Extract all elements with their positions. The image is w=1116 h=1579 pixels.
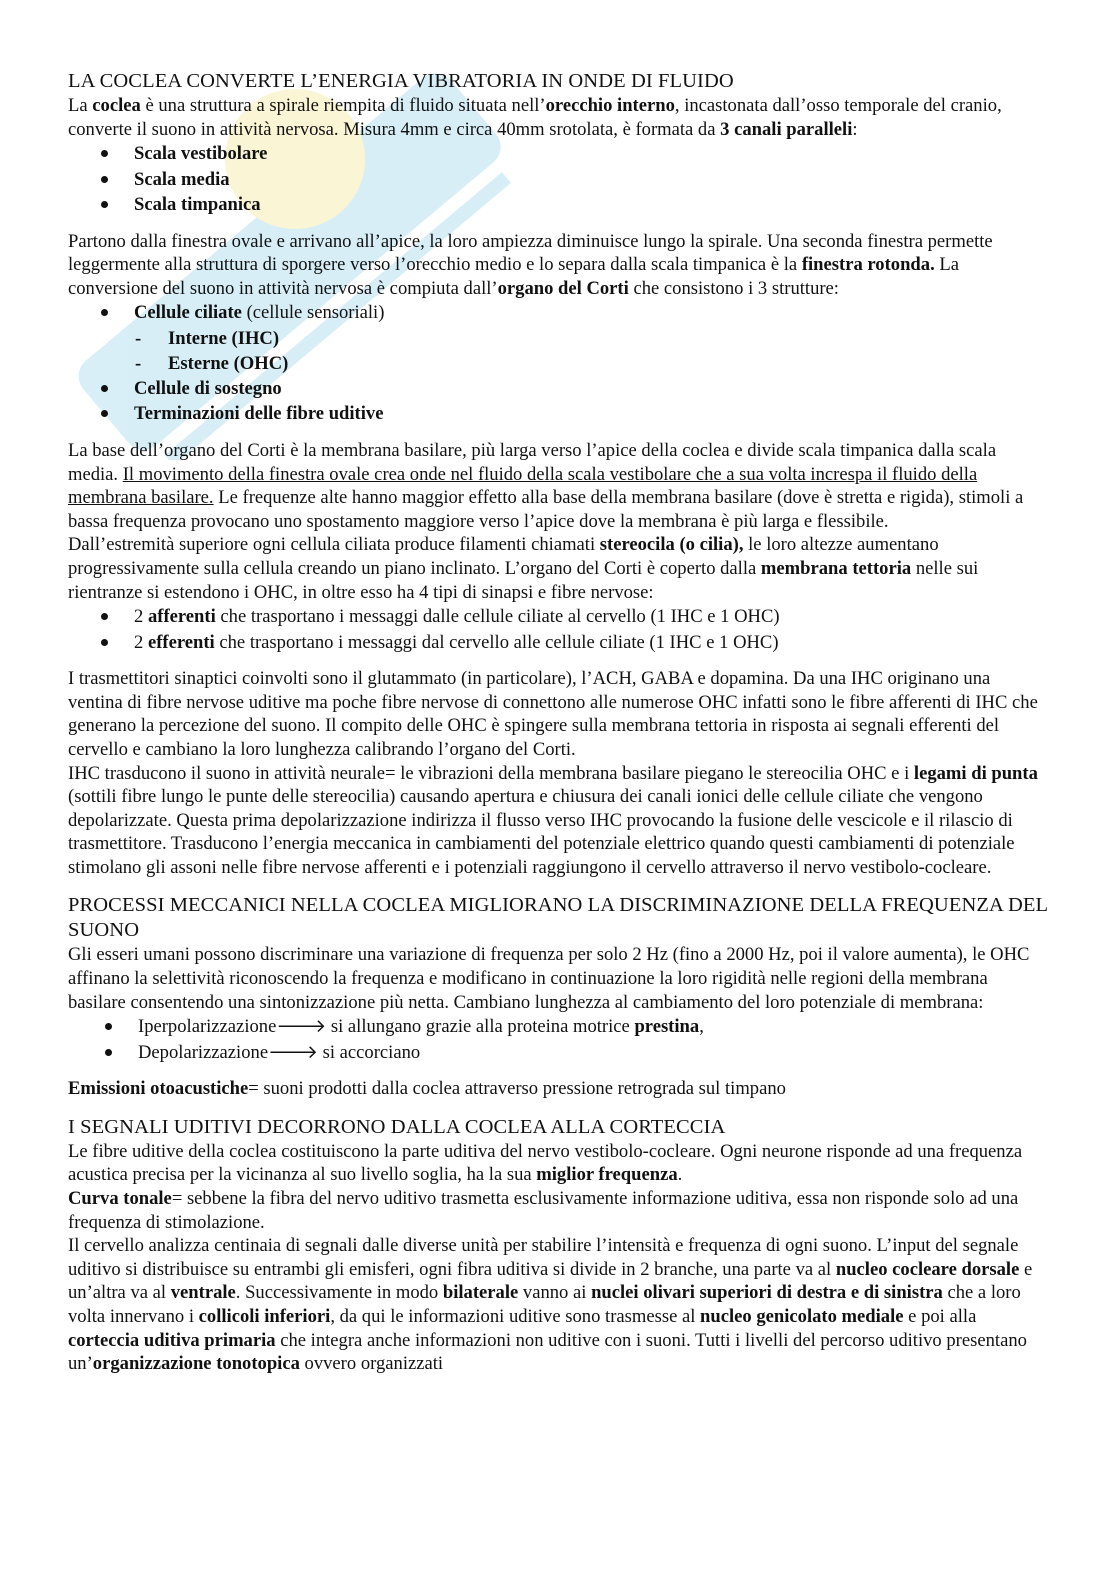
paragraph: La base dell’organo del Corti è la membrana basilare, più larga verso l’apice della coclea e divide scala timpanica dalla scala media. Il movimento della finestra ovale crea onde nel fluido della scala vestibolare che a sua volta increspa il fluido della membrana basilare. Le frequenze alte hanno maggior effetto alla base della membrana basilare (dove è stretta e rigida), stimoli a bassa frequenza provocano uno spostamento maggiore verso l’apice dove la membrana è più larga e flessibile. [68, 439, 1024, 532]
arrow-right-icon: 🡒 [268, 1041, 318, 1063]
hair-cell-sublist [68, 326, 1048, 376]
list-item: - Interne (IHC) [68, 326, 1048, 351]
paragraph: La coclea è una struttura a spirale riempita di fluido situata nell’orecchio interno, incastonata dall’osso temporale del cranio, converte il suono in attività nervosa. Misura 4mm e circa 40mm srotolata, è formata da 3 canali paralleli: [68, 95, 1002, 140]
canals-list [68, 141, 1048, 218]
corti-list-cont [68, 376, 1048, 427]
paragraph: I trasmettitori sinaptici coinvolti sono il glutammato (in particolare), l’ACH, GABA e dopamina. Da una IHC originano una ventina di fibre nervose uditive ma poche fibre nervose di connettono alle numerose OHC infatti sono le fibre afferenti di IHC che generano la percezione del suono. Il compito delle OHC è spingere sulla membrana tettoria in risposta ai segnali efferenti del cervello e cambiano la loro lunghezza calibrando l’organo del Corti. [68, 668, 1038, 760]
section-title-processi: PROCESSI MECCANICI NELLA COCLEA MIGLIORANO LA DISCRIMINAZIONE DELLA FREQUENZA DEL SUONO [68, 894, 1048, 942]
polarization-list [68, 1014, 1048, 1065]
document-content [68, 69, 1048, 1376]
list-item: 2 afferenti che trasportano i messaggi dalle cellule ciliate al cervello (1 IHC e 1 OHC) [68, 604, 1048, 630]
paragraph: Partono dalla finestra ovale e arrivano all’apice, la loro ampiezza diminuisce lungo la spirale. Una seconda finestra permette leggermente alla struttura di sporgere verso l’orecchio medio e lo separa dalla scala timpanica è la finestra rotonda. La conversione del suono in attività nervosa è compiuta dall’organo del Corti che consistono i 3 strutture: [68, 230, 993, 299]
list-item: Terminazioni delle fibre uditive [68, 401, 1048, 427]
list-item: Cellule di sostegno [68, 376, 1048, 402]
section-title-segnali: I SEGNALI UDITIVI DECORRONO DALLA COCLEA ALLA CORTECCIA [68, 1115, 726, 1138]
paragraph: Emissioni otoacustiche= suoni prodotti dalla coclea attraverso pressione retrograda sul timpano [68, 1078, 786, 1100]
fibers-list [68, 604, 1048, 655]
paragraph: Gli esseri umani possono discriminare una variazione di frequenza per solo 2 Hz (fino a 2000 Hz, poi il valore aumenta), le OHC affinano la selettività riconoscendo la frequenza e modificano in continuazione la loro rigidità nelle regioni della membrana basilare consentendo una sintonizzazione più netta. Cambiano lunghezza al cambiamento del loro potenziale di membrana: [68, 944, 1030, 1013]
section-title-coclea: LA COCLEA CONVERTE L’ENERGIA VIBRATORIA IN ONDE DI FLUIDO [68, 70, 734, 92]
list-item: Scala timpanica [68, 192, 1048, 218]
corti-list [68, 300, 1048, 326]
list-item: Iperpolarizzazione🡒 si allungano grazie alla proteina motrice prestina, [68, 1014, 1048, 1040]
list-item: Scala vestibolare [68, 141, 1048, 167]
list-item: - Esterne (OHC) [68, 351, 1048, 376]
paragraph: Il cervello analizza centinaia di segnali dalle diverse unità per stabilire l’intensità e frequenza di ogni suono. L’input del segnale uditivo si distribuisce su entrambi gli emisferi, ogni fibra uditiva si divide in 2 branche, una parte va al nucleo cocleare dorsale e un’altra va al ventrale. Successivamente in modo bilaterale vanno ai nuclei olivari superiori di destra e di sinistra che a loro volta innervano i collicoli inferiori, da qui le informazioni uditive sono trasmesse al nucleo genicolato mediale e poi alla corteccia uditiva primaria che integra anche informazioni non uditive con i suoni. Tutti i livelli del percorso uditivo presentano un’organizzazione tonotopica ovvero organizzati [68, 1235, 1033, 1375]
arrow-right-icon: 🡒 [276, 1016, 327, 1038]
list-item: Scala media [68, 167, 1048, 193]
paragraph: Curva tonale= sebbene la fibra del nervo uditivo trasmetta esclusivamente informazione uditiva, essa non risponde solo ad una frequenza di stimolazione. [68, 1188, 1019, 1233]
list-item: 2 efferenti che trasportano i messaggi dal cervello alle cellule ciliate (1 IHC e 1 OHC) [68, 630, 1048, 656]
paragraph: Dall’estremità superiore ogni cellula ciliata produce filamenti chiamati stereocila (o cilia), le loro altezze aumentano progressivamente sulla cellula creando un piano inclinato. L’organo del Corti è coperto dalla membrana tettoria nelle sui rientranze si estendono i OHC, in oltre esso ha 4 tipi di sinapsi e fibre nervose: [68, 534, 979, 603]
paragraph: Le fibre uditive della coclea costituiscono la parte uditiva del nervo vestibolo-cocleare. Ogni neurone risponde ad una frequenza acustica precisa per la vicinanza al suo livello soglia, ha la sua miglior frequenza. [68, 1140, 1023, 1186]
list-item: Depolarizzazione🡒 si accorciano [68, 1040, 1048, 1066]
paragraph: IHC trasducono il suono in attività neurale= le vibrazioni della membrana basilare piegano le stereocilia OHC e i legami di punta (sottili fibre lungo le punte delle stereocilia) causando apertura e chiusura dei canali ionici delle cellule ciliate che vengono depolarizzate. Questa prima depolarizzazione indirizza il flusso verso IHC provocando la fusione delle vescicole e il rilascio di trasmettitore. Trasducono l’energia meccanica in cambiamenti del potenziale elettrico quando questi cambiamenti di potenziale stimolano gli assoni nelle fibre nervose afferenti e i potenziali raggiungono il cervello attraverso il nervo vestibolo-cocleare. [68, 762, 1038, 878]
list-item: Cellule ciliate (cellule sensoriali) [68, 300, 1048, 326]
